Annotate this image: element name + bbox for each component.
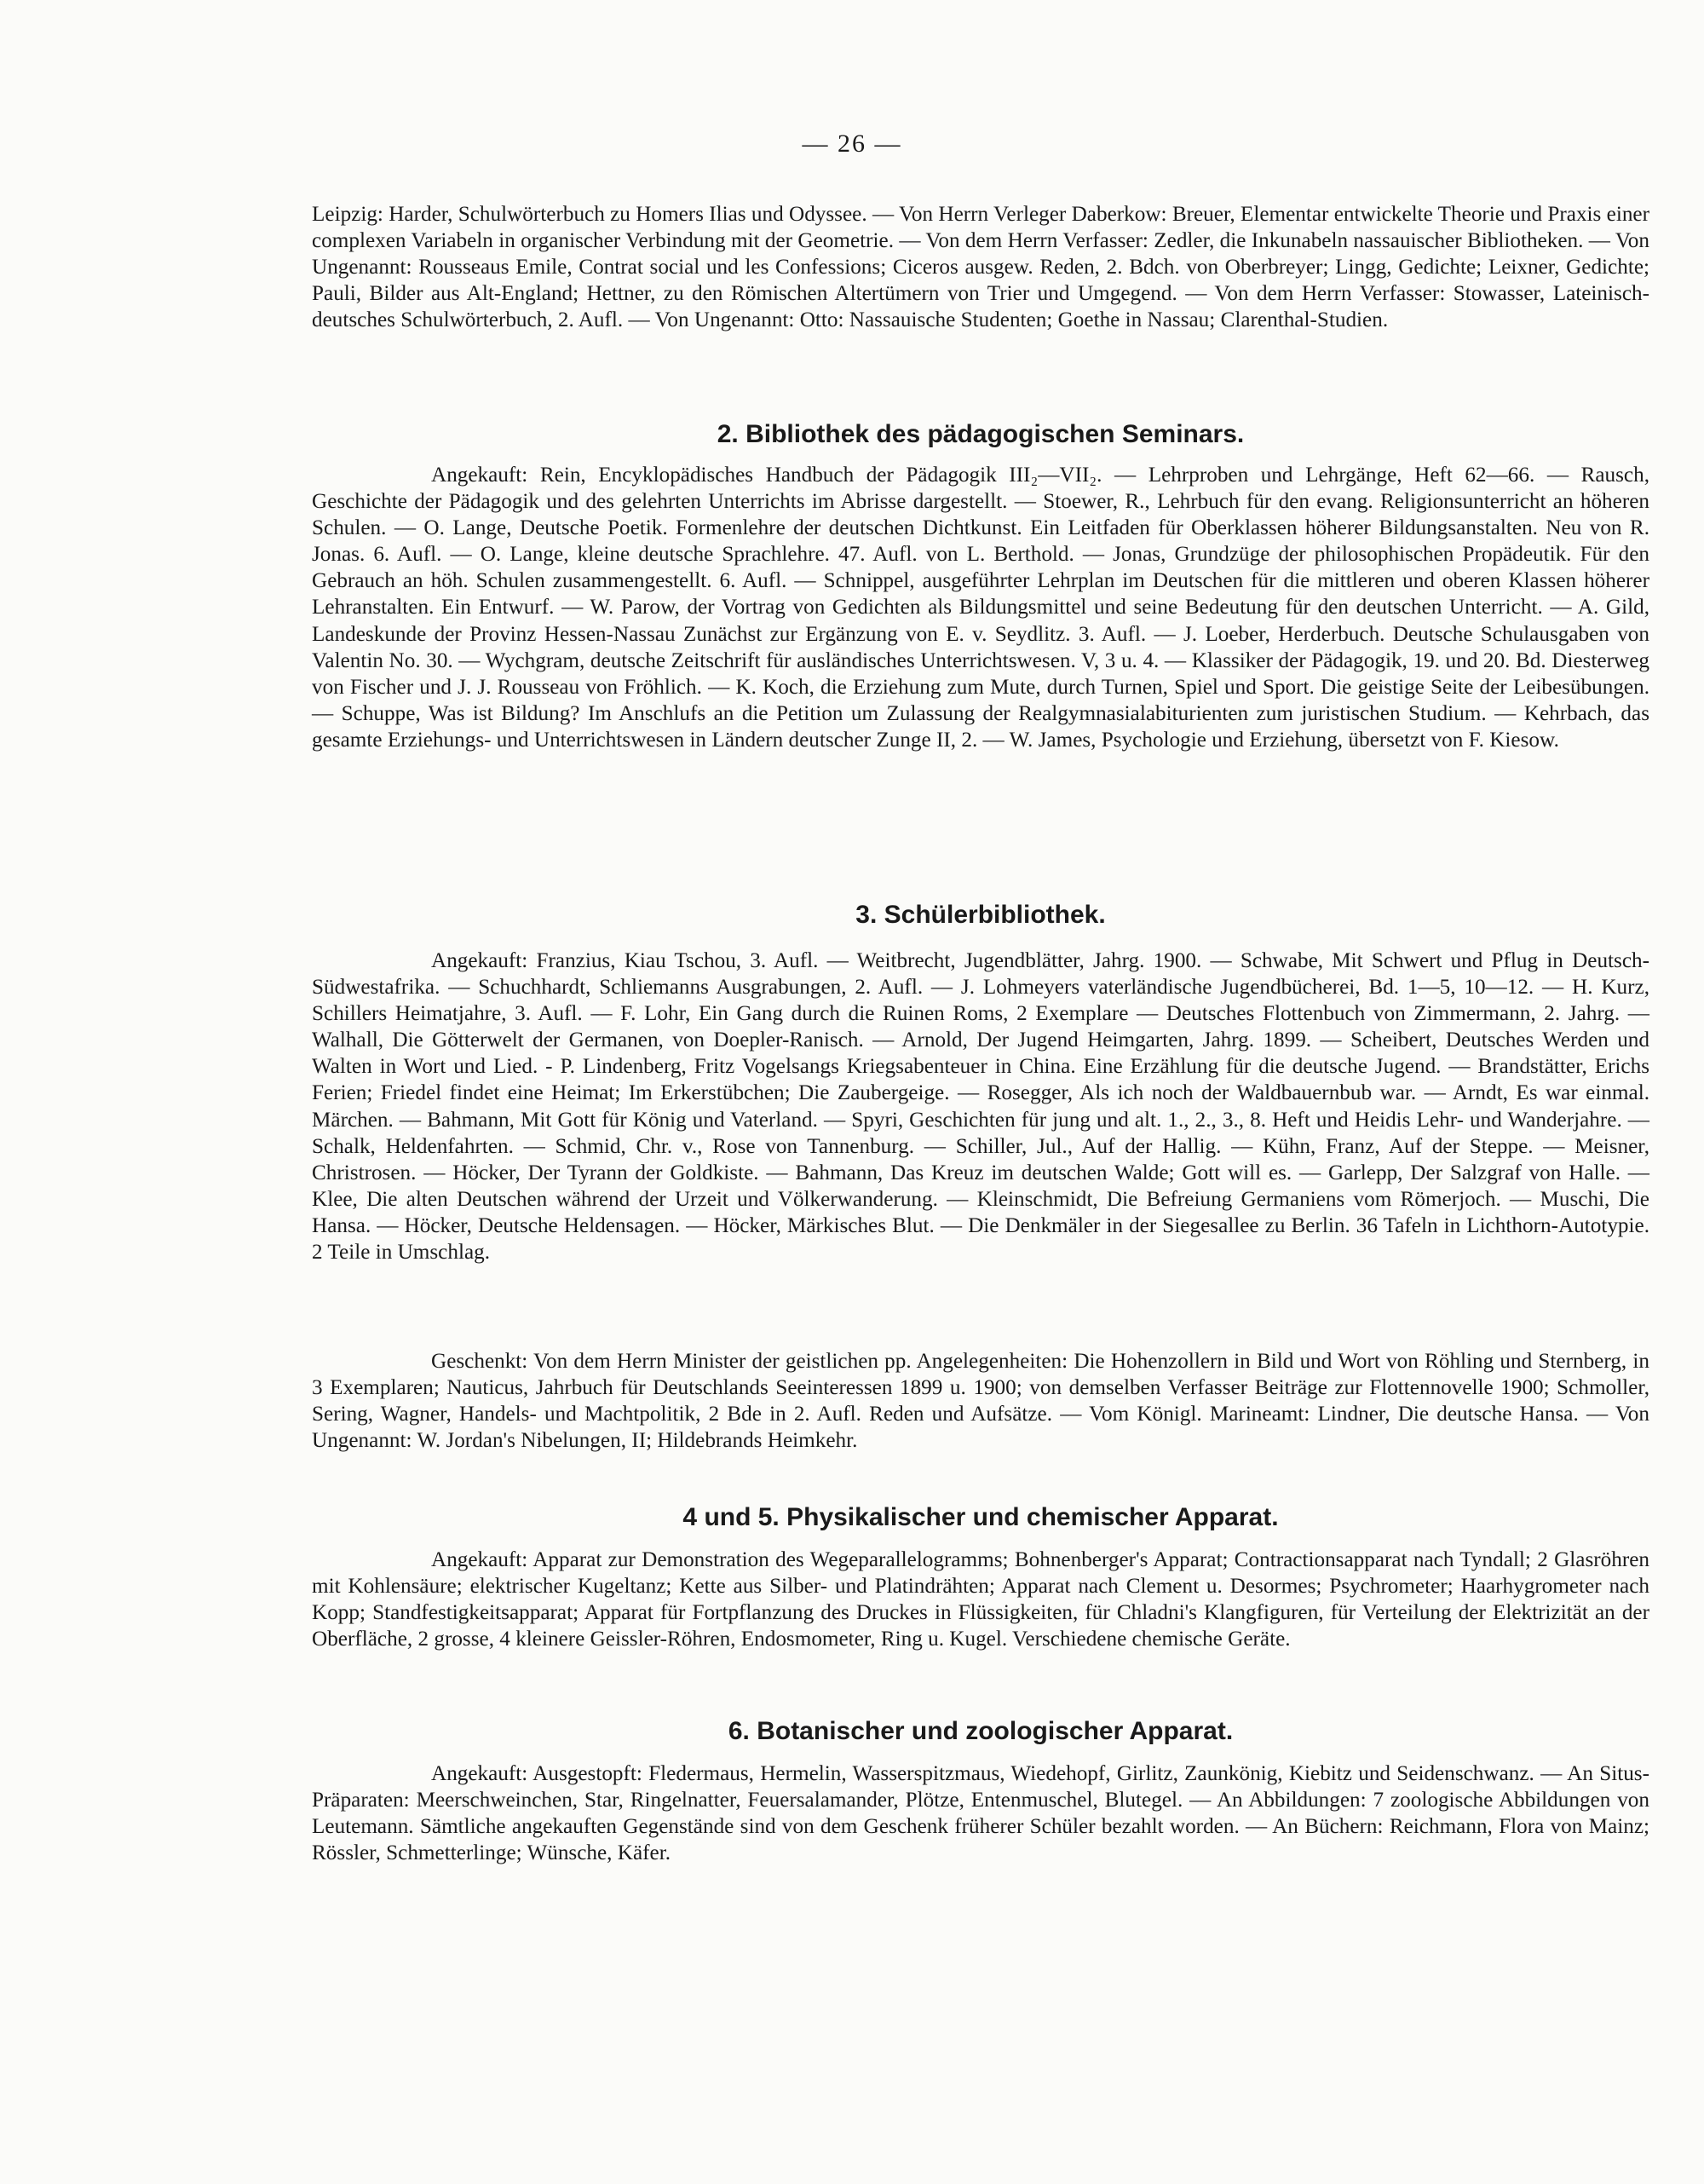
page-number: — 26 — [802, 130, 902, 158]
student-library-donated-paragraph: Geschenkt: Von dem Herrn Minister der geistlichen pp. Angelegenheiten: Die Hohenzollern in Bild und Wort von Röhling und Sternberg, in 3 Exemplaren; Nauticus, Jahrbuch für Deutschlands Seeinteressen 1899 u. 1900; von demselben Verfasser Beiträge zur Flottennovelle 1900; Schmoller, Sering, Wagner, Handels- und Machtpolitik, 2 Bde in 2. Aufl. Reden und Aufsätze. — Vom Königl. Marineamt: Lindner, Die deutsche Hansa. — Von Ungenannt: W. Jordan's Nibelungen, II; Hildebrands Heimkehr. [312, 1350, 1649, 1453]
heading-physics-chemistry-apparatus: 4 und 5. Physikalischer und chemischer Apparat. [682, 1503, 1279, 1531]
heading-seminar-library: 2. Bibliothek des pädagogischen Seminars. [717, 420, 1245, 448]
botany-zoology-paragraph: Angekauft: Ausgestopft: Fledermaus, Hermelin, Wasserspitzmaus, Wiedehopf, Girlitz, Zaunkönig, Kiebitz und Seidenschwanz. — An Situs-Präparaten: Meerschweinchen, Star, Ringelnatter, Feuersalamander, Plötze, Entenmuschel, Blutegel. — An Abbildungen: 7 zoologische Abbildungen von Leutemann. Sämtliche angekauften Gegenstände sind von dem Geschenk früherer Schüler bezahlt worden. — An Büchern: Reichmann, Flora von Mainz; Rössler, Schmetterlinge; Wünsche, Käfer. [312, 1762, 1649, 1865]
heading-botany-zoology-apparatus: 6. Botanischer und zoologischer Apparat. [728, 1717, 1234, 1745]
physics-chemistry-paragraph: Angekauft: Apparat zur Demonstration des Wegeparallelogramms; Bohnenberger's Apparat; Contractionsapparat nach Tyndall; 2 Glasröhren mit Kohlensäure; elektrischer Kugeltanz; Kette aus Silber- und Platindrähten; Apparat nach Clement u. Desormes; Psychrometer; Haarhygrometer nach Kopp; Standfestigkeitsapparat; Apparat für Fortpflanzung des Druckes in Flüssigkeiten, für Chladni's Klangfiguren, für Verteilung der Elektrizität an der Oberfläche, 2 grosse, 4 kleinere Geissler-Röhren, Endosmometer, Ring u. Kugel. Verschiedene chemische Geräte. [312, 1548, 1649, 1651]
heading-student-library: 3. Schülerbibliothek. [855, 901, 1106, 929]
intro-paragraph: Leipzig: Harder, Schulwörterbuch zu Homers Ilias und Odyssee. — Von Herrn Verleger Daberkow: Breuer, Elementar entwickelte Theorie und Praxis einer complexen Variabeln in organischer Verbindung mit der Geometrie. — Von dem Herrn Verfasser: Zedler, die Inkunabeln nassauischer Bibliotheken. — Von Ungenannt: Rousseaus Emile, Contrat social und les Confessions; Ciceros ausgew. Reden, 2. Bdch. von Oberbreyer; Lingg, Gedichte; Leixner, Gedichte; Pauli, Bilder aus Alt-England; Hettner, zu den Römischen Altertümern von Trier und Umgegend. — Von dem Herrn Verfasser: Stowasser, Lateinisch-deutsches Schulwörterbuch, 2. Aufl. — Von Ungenannt: Otto: Nassauische Studenten; Goethe in Nassau; Clarenthal-Studien. [312, 203, 1649, 332]
seminar-paragraph: Angekauft: Rein, Encyklopädisches Handbuch der Pädagogik III₂—VII₂. — Lehrproben und Lehrgänge, Heft 62—66. — Rausch, Geschichte der Pädagogik und des gelehrten Unterrichts im Abrisse dargestellt. — Stoewer, R., Lehrbuch für den evang. Religionsunterricht an höheren Schulen. — O. Lange, Deutsche Poetik. Formenlehre der deutschen Dichtkunst. Ein Leitfaden für Oberklassen höherer Bildungsanstalten. Neu von R. Jonas. 6. Aufl. — O. Lange, kleine deutsche Sprachlehre. 47. Aufl. von L. Berthold. — Jonas, Grundzüge der philosophischen Propädeutik. Für den Gebrauch an höh. Schulen zusammengestellt. 6. Aufl. — Schnippel, ausgeführter Lehrplan im Deutschen für die mittleren und oberen Klassen höherer Lehranstalten. Ein Entwurf. — W. Parow, der Vortrag von Gedichten als Bildungsmittel und seine Bedeutung für den deutschen Unterricht. — A. Gild, Landeskunde der Provinz Hessen-Nassau Zunächst zur Ergänzung von E. v. Seydlitz. 3. Aufl. — J. Loeber, Herderbuch. Deutsche Schulausgaben von Valentin No. 30. — Wychgram, deutsche Zeitschrift für ausländisches Unterrichtswesen. V, 3 u. 4. — Klassiker der Pädagogik, 19. und 20. Bd. Diesterweg von Fischer und J. J. Rousseau von Fröhlich. — K. Koch, die Erziehung zum Mute, durch Turnen, Spiel und Sport. Die geistige Seite der Leibesübungen. — Schuppe, Was ist Bildung? Im Anschlufs an die Petition um Zulassung der Realgymnasialabiturienten zum juristischen Studium. — Kehrbach, das gesamte Erziehungs- und Unterrichtswesen in Ländern deutscher Zunge II, 2. — W. James, Psychologie und Erziehung, übersetzt von F. Kiesow. [312, 464, 1649, 752]
page-body [312, 201, 1649, 1866]
student-library-purchased-paragraph: Angekauft: Franzius, Kiau Tschou, 3. Aufl. — Weitbrecht, Jugendblätter, Jahrg. 1900. — Schwabe, Mit Schwert und Pflug in Deutsch-Südwestafrika. — Schuchhardt, Schliemanns Ausgrabungen, 2. Aufl. — J. Lohmeyers vaterländische Jugendbücherei, Bd. 1—5, 10—12. — H. Kurz, Schillers Heimatjahre, 3. Aufl. — F. Lohr, Ein Gang durch die Ruinen Roms, 2 Exemplare — Deutsches Flottenbuch von Zimmermann, 2. Jahrg. — Walhall, Die Götterwelt der Germanen, von Doepler-Ranisch. — Arnold, Der Jugend Heimgarten, Jahrg. 1899. — Scheibert, Deutsches Werden und Walten in Wort und Lied. - P. Lindenberg, Fritz Vogelsangs Kriegsabenteuer in China. Eine Erzählung für die deutsche Jugend. — Brandstätter, Erichs Ferien; Friedel findet eine Heimat; Im Erkerstübchen; Die Zaubergeige. — Rosegger, Als ich noch der Waldbauernbub war. — Arndt, Es war einmal. Märchen. — Bahmann, Mit Gott für König und Vaterland. — Spyri, Geschichten für jung und alt. 1., 2., 3., 8. Heft und Heidis Lehr- und Wanderjahre. — Schalk, Heldenfahrten. — Schmid, Chr. v., Rose von Tannenburg. — Schiller, Jul., Auf der Hallig. — Kühn, Franz, Auf der Steppe. — Meisner, Christrosen. — Höcker, Der Tyrann der Goldkiste. — Bahmann, Das Kreuz im deutschen Walde; Gott will es. — Garlepp, Der Salzgraf von Halle. — Klee, Die alten Deutschen während der Urzeit und Völkerwanderung. — Kleinschmidt, Die Befreiung Germaniens vom Römerjoch. — Muschi, Die Hansa. — Höcker, Deutsche Heldensagen. — Höcker, Märkisches Blut. — Die Denkmäler in der Siegesallee zu Berlin. 36 Tafeln in Lichthorn-Autotypie. 2 Teile in Umschlag. [312, 949, 1649, 1265]
